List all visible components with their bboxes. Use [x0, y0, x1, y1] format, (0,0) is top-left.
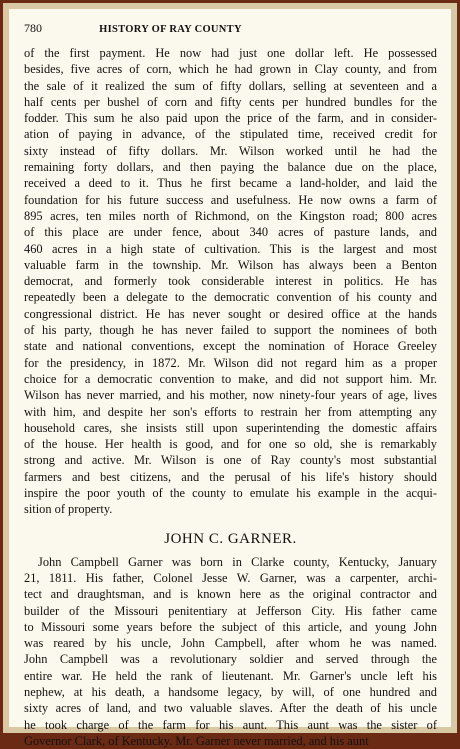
text-line: 895 acres, ten miles north of Richmond, on the Kingston road; 800 acres — [24, 208, 437, 223]
text-line: state and national conventions, except the nomination of Horace Greeley — [24, 339, 437, 354]
text-line: household cares, she insists still upon superintending the domestic affairs — [24, 420, 437, 435]
text-line: entire war. He held the rank of lieutenant. Mr. Garner's uncle left his — [24, 668, 437, 683]
running-header — [24, 21, 437, 37]
text-line: to Missouri some years before the subject of this article, and young John — [24, 619, 437, 634]
text-line: ation of paying in advance, of the stipulated time, received credit for — [24, 127, 437, 142]
text-line: received a deed to it. Thus he first became a land-holder, and laid the — [24, 176, 437, 191]
page-number: 780 — [24, 21, 42, 35]
text-line: of this place are under fence, about 340 acres of pasture lands, and — [24, 225, 437, 240]
text-line: remaining forty dollars, and then paying the balance due on the place, — [24, 160, 437, 175]
text-line: was reared by his uncle, John Campbell, after whom he was named. — [24, 636, 437, 651]
text-line: 460 acres in a high state of cultivation. This is the largest and most — [24, 241, 437, 256]
text-line: 21, 1811. His father, Colonel Jesse W. Garner, was a carpenter, archi- — [24, 570, 437, 585]
text-line: Wilson has never married, and his mother, now ninety-four years of age, lives — [24, 388, 437, 403]
text-line: sition of property. — [24, 502, 113, 517]
text-line: repeatedly been a delegate to the democratic convention of his county and — [24, 290, 437, 305]
text-line: choice for a democratic convention to make, and did not support him. Mr. — [24, 371, 437, 386]
garner-biography-text — [24, 554, 437, 749]
text-line: farmers and best citizens, and the perusal of his life's history should — [24, 469, 437, 484]
text-line: tect and draughtsman, and is known here as the original contractor and — [24, 587, 437, 602]
text-line: of his party, though he has never failed to support the nominees of both — [24, 323, 437, 338]
text-line: of the first payment. He now had just one dollar left. He possessed — [24, 46, 437, 60]
text-line: sixty acres of land, and two valuable slaves. After the death of his uncle — [24, 701, 437, 716]
running-title: HISTORY OF RAY COUNTY — [99, 24, 242, 35]
text-line: sixty instead of fifty dollars. Mr. Wilson worked until he had the — [24, 143, 437, 158]
book-page — [9, 9, 451, 748]
text-line: strong and active. Mr. Wilson is one of Ray county's most substantial — [24, 453, 437, 468]
page-frame — [3, 3, 457, 748]
text-line: the sale of it realized the sum of fifty dollars, selling at seventeen and a — [24, 78, 437, 93]
text-line: for the presidency, in 1872. Mr. Wilson did not regard him as a proper — [24, 355, 437, 370]
text-line: builder of the Missouri penitentiary at Jefferson City. His father came — [24, 603, 437, 618]
text-line: besides, five acres of corn, which he had grown in Clay county, and from — [24, 62, 437, 77]
text-line: of the house. Her health is good, and for one so old, she is remarkably — [24, 437, 437, 452]
text-line: John Campbell Garner was born in Clarke county, Kentucky, January — [38, 554, 437, 569]
text-line: inspire the poor youth of the county to emulate his example in the acqui- — [24, 486, 437, 501]
text-line: congressional district. He has never sought or desired office at the hands — [24, 306, 437, 321]
wilson-biography-text — [24, 45, 437, 518]
text-line: nephew, at his death, a handsome legacy, by will, of one hundred and — [24, 684, 437, 699]
text-line: John Campbell was a revolutionary soldier and served through the — [24, 652, 437, 667]
text-line: with him, and despite her son's efforts to restrain her from attempting any — [24, 404, 437, 419]
section-heading: JOHN C. GARNER. — [164, 530, 297, 547]
text-line: Governor Clark, of Kentucky. Mr. Garner never married, and his aunt — [24, 733, 369, 748]
text-line: democrat, and formerly took considerable interest in politics. He has — [24, 274, 437, 289]
text-line: valuable farm in the township. Mr. Wilson has always been a Benton — [24, 257, 437, 272]
text-line: he took charge of the farm for his aunt. This aunt was the sister of — [24, 717, 437, 732]
text-line: half cents per bushel of corn and fifty cents per hundred bundles for the — [24, 94, 437, 109]
text-line: fodder. This sum he also paid upon the price of the farm, and in consider- — [24, 111, 437, 126]
text-line: foundation for his future success and usefulness. He now owns a farm of — [24, 192, 437, 207]
